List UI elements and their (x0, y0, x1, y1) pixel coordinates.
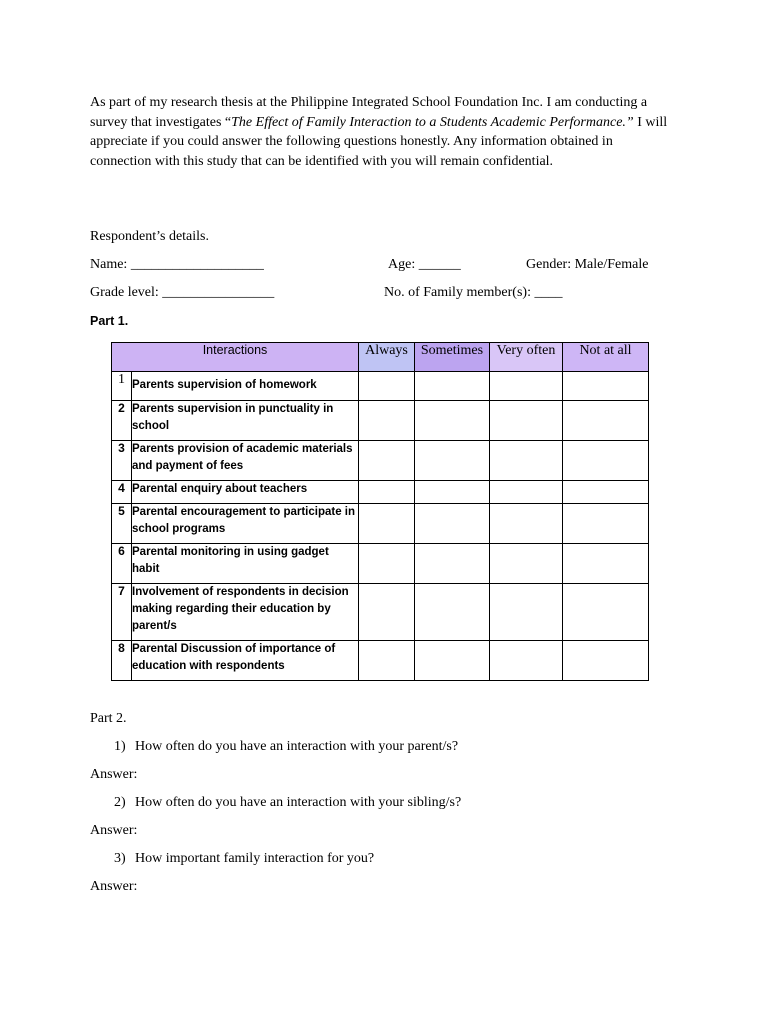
answer-label: Answer: (90, 823, 138, 838)
cell-not-at-all[interactable] (563, 504, 649, 544)
table-header-row (112, 343, 649, 372)
row-number: 8 (112, 641, 132, 681)
row-interaction: Parental monitoring in using gadget habit (132, 544, 359, 584)
header-always: Always (359, 343, 415, 372)
row-number: 5 (112, 504, 132, 544)
question-number: 3) (114, 851, 126, 866)
row-number: 7 (112, 584, 132, 641)
table-row (112, 372, 649, 401)
row-interaction: Involvement of respondents in decision making regarding their education by parent/s (132, 584, 359, 641)
cell-always[interactable] (359, 504, 415, 544)
cell-sometimes[interactable] (415, 584, 490, 641)
cell-very-often[interactable] (490, 481, 563, 504)
row-interaction: Parental enquiry about teachers (132, 481, 359, 504)
row-number: 2 (112, 401, 132, 441)
cell-very-often[interactable] (490, 504, 563, 544)
answer-label: Answer: (90, 879, 138, 894)
respondent-details-heading: Respondent’s details. (90, 229, 209, 244)
cell-very-often[interactable] (490, 441, 563, 481)
cell-sometimes[interactable] (415, 641, 490, 681)
interactions-table (111, 342, 649, 681)
row-number: 6 (112, 544, 132, 584)
cell-not-at-all[interactable] (563, 441, 649, 481)
survey-title: The Effect of Family Interaction to a Students Academic Performance.” (231, 114, 634, 130)
table-row (112, 401, 649, 441)
cell-very-often[interactable] (490, 372, 563, 401)
family-members-field: No. of Family member(s): ____ (384, 285, 563, 300)
table-row (112, 584, 649, 641)
cell-always[interactable] (359, 441, 415, 481)
intro-text-end: I will appreciate if you could answer the following questions honestly. Any information obtained in connection with this study that can be identified with you will remain confidential. (90, 114, 668, 169)
age-field: Age: ______ (388, 257, 461, 272)
cell-very-often[interactable] (490, 544, 563, 584)
part2-label: Part 2. (90, 711, 127, 726)
cell-sometimes[interactable] (415, 481, 490, 504)
cell-always[interactable] (359, 584, 415, 641)
row-interaction: Parents provision of academic materials and payment of fees (132, 441, 359, 481)
cell-very-often[interactable] (490, 584, 563, 641)
header-interactions: Interactions (112, 343, 359, 372)
row-number: 4 (112, 481, 132, 504)
cell-sometimes[interactable] (415, 401, 490, 441)
cell-not-at-all[interactable] (563, 544, 649, 584)
question-number: 1) (114, 739, 126, 754)
cell-very-often[interactable] (490, 641, 563, 681)
question-number: 2) (114, 795, 126, 810)
gender-field: Gender: Male/Female (526, 257, 649, 272)
intro-paragraph (90, 93, 670, 171)
cell-always[interactable] (359, 481, 415, 504)
table-row (112, 441, 649, 481)
cell-sometimes[interactable] (415, 504, 490, 544)
table-row (112, 504, 649, 544)
cell-always[interactable] (359, 401, 415, 441)
grade-level-field: Grade level: ________________ (90, 285, 275, 300)
header-not-at-all: Not at all (563, 343, 649, 372)
part1-label: Part 1. (90, 314, 129, 328)
cell-sometimes[interactable] (415, 544, 490, 584)
row-interaction: Parental encouragement to participate in school programs (132, 504, 359, 544)
cell-not-at-all[interactable] (563, 584, 649, 641)
cell-not-at-all[interactable] (563, 481, 649, 504)
row-interaction: Parental Discussion of importance of education with respondents (132, 641, 359, 681)
cell-very-often[interactable] (490, 401, 563, 441)
name-field: Name: ___________________ (90, 257, 264, 272)
row-number: 1 (112, 372, 132, 401)
header-very-often: Very often (490, 343, 563, 372)
row-interaction: Parents supervision of homework (132, 372, 359, 401)
question-text: How often do you have an interaction with your sibling/s? (135, 795, 462, 810)
row-number: 3 (112, 441, 132, 481)
cell-sometimes[interactable] (415, 441, 490, 481)
cell-not-at-all[interactable] (563, 641, 649, 681)
header-sometimes: Sometimes (415, 343, 490, 372)
question-text: How important family interaction for you? (135, 851, 375, 866)
cell-not-at-all[interactable] (563, 401, 649, 441)
cell-always[interactable] (359, 544, 415, 584)
cell-always[interactable] (359, 372, 415, 401)
cell-not-at-all[interactable] (563, 372, 649, 401)
intro-text-start: As part of my research thesis at the Philippine Integrated School Foundation Inc. I am conducting a survey that investigates “ (90, 95, 648, 130)
question-text: How often do you have an interaction with your parent/s? (135, 739, 459, 754)
table-row (112, 544, 649, 584)
cell-sometimes[interactable] (415, 372, 490, 401)
table-row (112, 481, 649, 504)
row-interaction: Parents supervision in punctuality in school (132, 401, 359, 441)
cell-always[interactable] (359, 641, 415, 681)
answer-label: Answer: (90, 767, 138, 782)
table-row (112, 641, 649, 681)
